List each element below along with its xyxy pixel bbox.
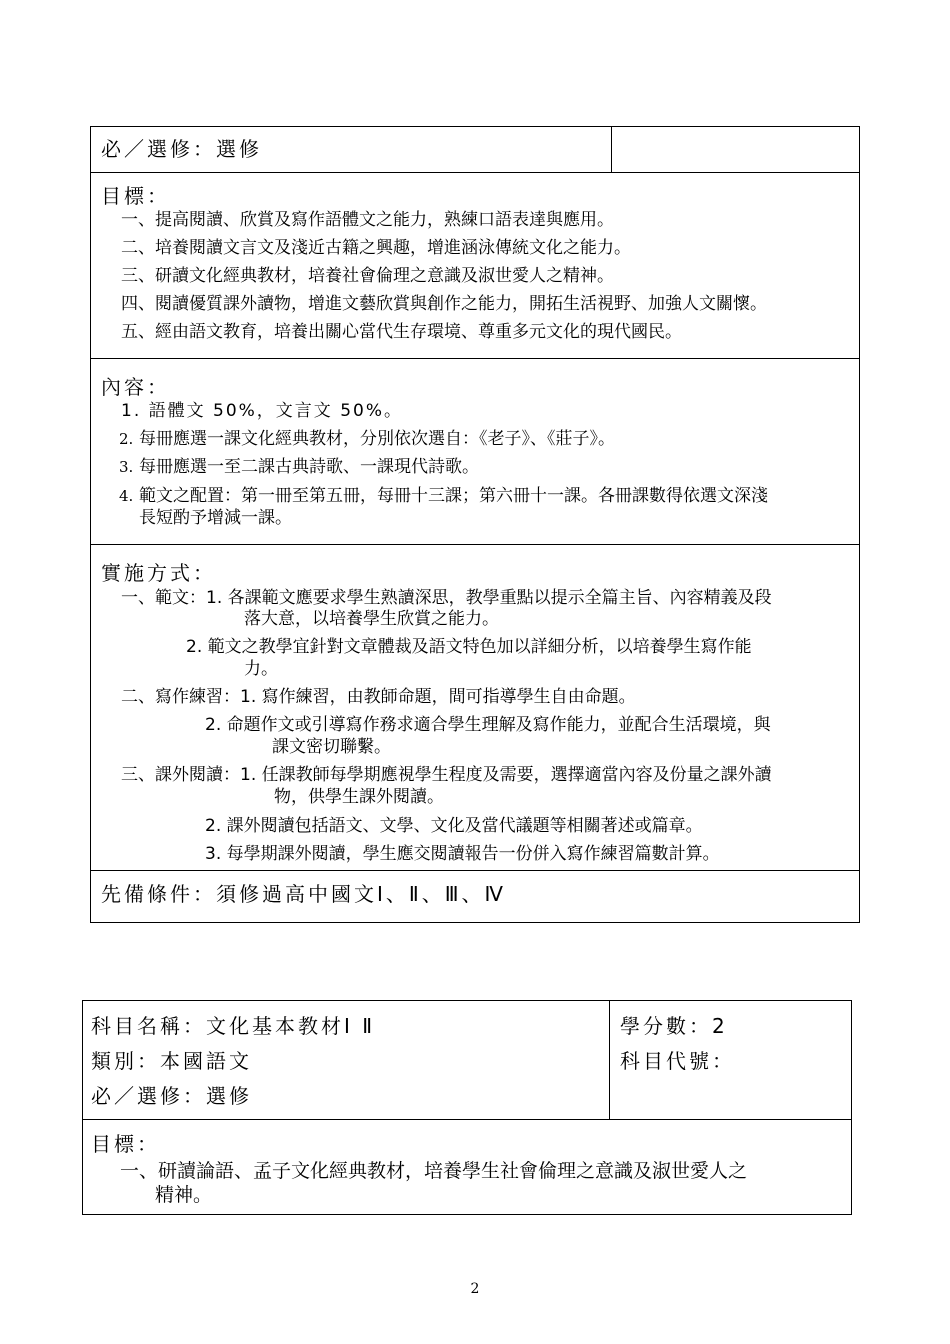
prerequisite-text: 先備條件：須修過高中國文Ⅰ、Ⅱ、Ⅲ、Ⅳ <box>101 882 506 906</box>
goals-title: 目標： <box>101 184 170 208</box>
method-title: 實施方式： <box>101 561 216 585</box>
content-item-4-continued: 長短酌予增減一課。 <box>139 508 292 528</box>
goals-row <box>83 1119 851 1216</box>
goal-item: 二、培養閱讀文言文及淺近古籍之興趣，增進涵泳傳統文化之能力。 <box>121 238 631 258</box>
goal-item: 一、研讀論語、孟子文化經典教材，培養學生社會倫理之意識及淑世愛人之 <box>120 1160 748 1182</box>
goal-item: 三、研讀文化經典教材，培養社會倫理之意識及淑世愛人之精神。 <box>121 266 614 286</box>
prerequisite-row <box>91 870 859 924</box>
page-number: 2 <box>470 1281 480 1297</box>
content-row <box>91 358 859 545</box>
method-line: 3. 每學期課外閱讀，學生應交閱讀報告一份併入寫作練習篇數計算。 <box>205 844 720 864</box>
column-divider <box>611 127 612 172</box>
goal-item: 一、提高閱讀、欣賞及寫作語體文之能力，熟練口語表達與應用。 <box>121 210 614 230</box>
header-row <box>91 127 859 172</box>
course-name: 科目名稱：文化基本教材Ⅰ Ⅱ <box>91 1014 376 1038</box>
method-row <box>91 544 859 871</box>
method-line: 2. 命題作文或引導寫作務求適合學生理解及寫作能力，並配合生活環境，與 <box>205 715 771 735</box>
content-item-2: 每冊應選一課文化經典教材，分別依次選自：《老子》、《莊子》。 <box>139 429 615 449</box>
method-line: 力。 <box>244 659 278 679</box>
course-table-2 <box>82 1000 852 1215</box>
course-code: 科目代號： <box>620 1049 735 1073</box>
content-item-number: 4. <box>119 487 134 505</box>
method-line: 2. 課外閱讀包括語文、文學、文化及當代議題等相關著述或篇章。 <box>205 816 703 836</box>
method-line: 一、範文：1. 各課範文應要求學生熟讀深思，教學重點以提示全篇主旨、內容精義及段 <box>121 588 772 608</box>
goal-item: 四、閱讀優質課外讀物，增進文藝欣賞與創作之能力，開拓生活視野、加強人文關懷。 <box>121 294 767 314</box>
content-item-number: 2. <box>119 430 134 448</box>
method-line: 三、課外閱讀：1. 任課教師每學期應視學生程度及需要，選擇適當內容及份量之課外讀 <box>121 765 772 785</box>
method-line: 物，供學生課外閱讀。 <box>274 787 444 807</box>
method-line: 2. 範文之教學宜針對文章體裁及語文特色加以詳細分析，以培養學生寫作能 <box>186 637 752 657</box>
method-line: 落大意，以培養學生欣賞之能力。 <box>244 609 499 629</box>
required-elective-label: 必／選修：選修 <box>91 1084 252 1108</box>
content-item-1: 1. 語體文 50%，文言文 50%。 <box>121 401 404 421</box>
method-line: 課文密切聯繫。 <box>272 737 391 757</box>
course-category: 類別：本國語文 <box>91 1049 252 1073</box>
content-title: 內容： <box>101 375 170 399</box>
content-item-3: 每冊應選一至二課古典詩歌、一課現代詩歌。 <box>139 457 479 477</box>
content-item-4: 範文之配置：第一冊至第五冊，每冊十三課；第六冊十一課。各冊課數得依選文深淺 <box>139 486 768 506</box>
goal-item: 五、經由語文教育，培養出關心當代生存環境、尊重多元文化的現代國民。 <box>121 322 682 342</box>
credits: 學分數：2 <box>620 1014 728 1038</box>
goals-title: 目標： <box>91 1132 160 1156</box>
column-divider <box>609 1001 610 1119</box>
method-line: 二、寫作練習：1. 寫作練習，由教師命題，間可指導學生自由命題。 <box>121 687 636 707</box>
goal-item-continued: 精神。 <box>155 1184 213 1206</box>
course-info-row <box>83 1001 851 1119</box>
goals-row <box>91 172 859 359</box>
content-item-number: 3. <box>119 458 134 476</box>
required-elective-label: 必／選修：選修 <box>101 137 262 161</box>
course-table-1 <box>90 126 860 923</box>
